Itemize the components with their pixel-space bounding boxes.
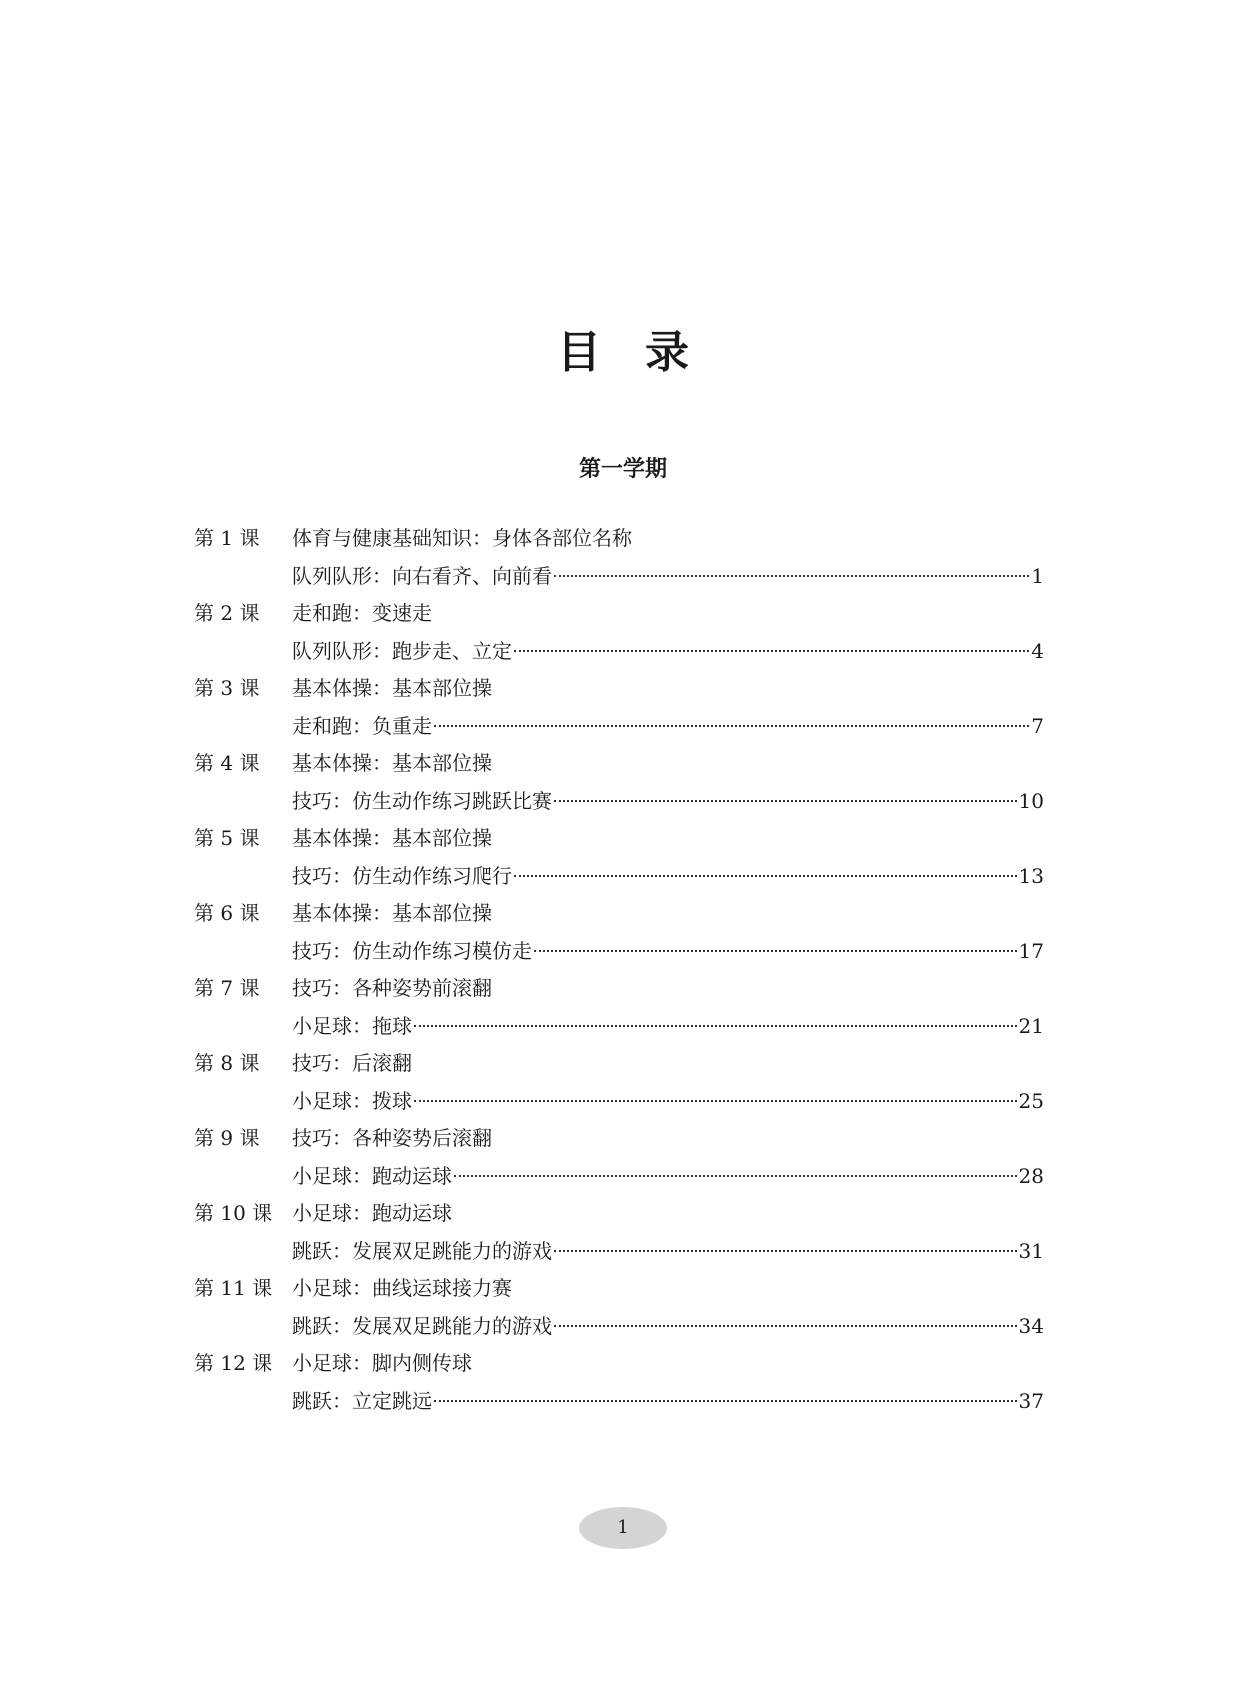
dot-leader — [554, 800, 1017, 802]
toc-lesson-9-header[interactable] — [194, 1123, 1044, 1161]
lesson-subtopic: 小足球：跑动运球 — [292, 1163, 452, 1188]
lesson-topic: 基本体操：基本部位操 — [292, 751, 492, 775]
lesson-number: 第 3 课 — [194, 676, 260, 700]
lesson-number: 第 11 课 — [194, 1276, 273, 1300]
dot-leader — [414, 1100, 1017, 1102]
dot-leader — [534, 950, 1017, 952]
page-title: 目录 — [557, 327, 733, 378]
lesson-subtopic: 走和跑：负重走 — [292, 713, 432, 738]
dot-leader — [454, 1175, 1017, 1177]
lesson-topic: 小足球：脚内侧传球 — [292, 1351, 472, 1375]
lesson-subtopic: 队列队形：跑步走、立定 — [292, 638, 512, 663]
dot-leader — [554, 575, 1029, 577]
dot-leader — [414, 1025, 1017, 1027]
toc-lesson-12-header[interactable] — [194, 1348, 1044, 1386]
toc-lesson-4-entry[interactable] — [194, 786, 1044, 824]
lesson-topic: 技巧：后滚翻 — [292, 1051, 412, 1075]
lesson-number: 第 2 课 — [194, 601, 260, 625]
page-reference: 7 — [1031, 713, 1044, 738]
page-reference: 4 — [1031, 638, 1044, 663]
toc-lesson-10-header[interactable] — [194, 1198, 1044, 1236]
lesson-subtopic: 技巧：仿生动作练习爬行 — [292, 863, 512, 888]
lesson-topic: 基本体操：基本部位操 — [292, 901, 492, 925]
page-reference: 25 — [1018, 1088, 1044, 1113]
toc-lesson-4-header[interactable] — [194, 748, 1044, 786]
toc-lesson-5-header[interactable] — [194, 823, 1044, 861]
toc-lesson-5-entry[interactable] — [194, 861, 1044, 899]
dot-leader — [434, 1400, 1017, 1402]
dot-leader — [434, 725, 1029, 727]
page-reference: 21 — [1018, 1013, 1044, 1038]
page-reference: 37 — [1018, 1388, 1044, 1413]
lesson-topic: 小足球：跑动运球 — [292, 1201, 452, 1225]
toc-lesson-1-header[interactable] — [194, 523, 1044, 561]
lesson-subtopic: 技巧：仿生动作练习模仿走 — [292, 938, 532, 963]
lesson-number: 第 9 课 — [194, 1126, 260, 1150]
lesson-topic: 基本体操：基本部位操 — [292, 826, 492, 850]
lesson-topic: 走和跑：变速走 — [292, 601, 432, 625]
lesson-subtopic: 跳跃：发展双足跳能力的游戏 — [292, 1238, 552, 1263]
toc-lesson-2-entry[interactable] — [194, 636, 1044, 674]
toc-lesson-7-entry[interactable] — [194, 1011, 1044, 1049]
toc-lesson-8-header[interactable] — [194, 1048, 1044, 1086]
lesson-number: 第 6 课 — [194, 901, 260, 925]
page-reference: 28 — [1018, 1163, 1044, 1188]
page-number-badge: 1 — [579, 1507, 667, 1549]
lesson-number: 第 8 课 — [194, 1051, 260, 1075]
lesson-subtopic: 小足球：拨球 — [292, 1088, 412, 1113]
dot-leader — [554, 1325, 1017, 1327]
toc-lesson-11-entry[interactable] — [194, 1311, 1044, 1349]
dot-leader — [514, 875, 1017, 877]
lesson-number: 第 12 课 — [194, 1351, 273, 1375]
section-title: 第一学期 — [578, 457, 667, 482]
toc-lesson-8-entry[interactable] — [194, 1086, 1044, 1124]
toc-lesson-3-entry[interactable] — [194, 711, 1044, 749]
lesson-subtopic: 跳跃：立定跳远 — [292, 1388, 432, 1413]
page-reference: 10 — [1018, 788, 1044, 813]
lesson-number: 第 4 课 — [194, 751, 260, 775]
lesson-topic: 体育与健康基础知识：身体各部位名称 — [292, 526, 632, 550]
table-of-contents — [194, 523, 1044, 1423]
lesson-topic: 基本体操：基本部位操 — [292, 676, 492, 700]
lesson-number: 第 5 课 — [194, 826, 260, 850]
dot-leader — [554, 1250, 1017, 1252]
page-reference: 1 — [1031, 563, 1044, 588]
lesson-subtopic: 队列队形：向右看齐、向前看 — [292, 563, 552, 588]
lesson-subtopic: 跳跃：发展双足跳能力的游戏 — [292, 1313, 552, 1338]
toc-lesson-2-header[interactable] — [194, 598, 1044, 636]
page-reference: 34 — [1018, 1313, 1044, 1338]
lesson-topic: 小足球：曲线运球接力赛 — [292, 1276, 512, 1300]
toc-lesson-1-entry[interactable] — [194, 561, 1044, 599]
toc-lesson-3-header[interactable] — [194, 673, 1044, 711]
lesson-number: 第 10 课 — [194, 1201, 273, 1225]
toc-lesson-7-header[interactable] — [194, 973, 1044, 1011]
dot-leader — [514, 650, 1029, 652]
toc-lesson-9-entry[interactable] — [194, 1161, 1044, 1199]
toc-lesson-6-header[interactable] — [194, 898, 1044, 936]
lesson-topic: 技巧：各种姿势后滚翻 — [292, 1126, 492, 1150]
toc-lesson-11-header[interactable] — [194, 1273, 1044, 1311]
page-reference: 17 — [1018, 938, 1044, 963]
toc-lesson-10-entry[interactable] — [194, 1236, 1044, 1274]
lesson-subtopic: 小足球：拖球 — [292, 1013, 412, 1038]
page-reference: 13 — [1018, 863, 1044, 888]
toc-lesson-6-entry[interactable] — [194, 936, 1044, 974]
page-reference: 31 — [1018, 1238, 1044, 1263]
lesson-subtopic: 技巧：仿生动作练习跳跃比赛 — [292, 788, 552, 813]
toc-lesson-12-entry[interactable] — [194, 1386, 1044, 1424]
lesson-number: 第 1 课 — [194, 526, 260, 550]
lesson-topic: 技巧：各种姿势前滚翻 — [292, 976, 492, 1000]
lesson-number: 第 7 课 — [194, 976, 260, 1000]
